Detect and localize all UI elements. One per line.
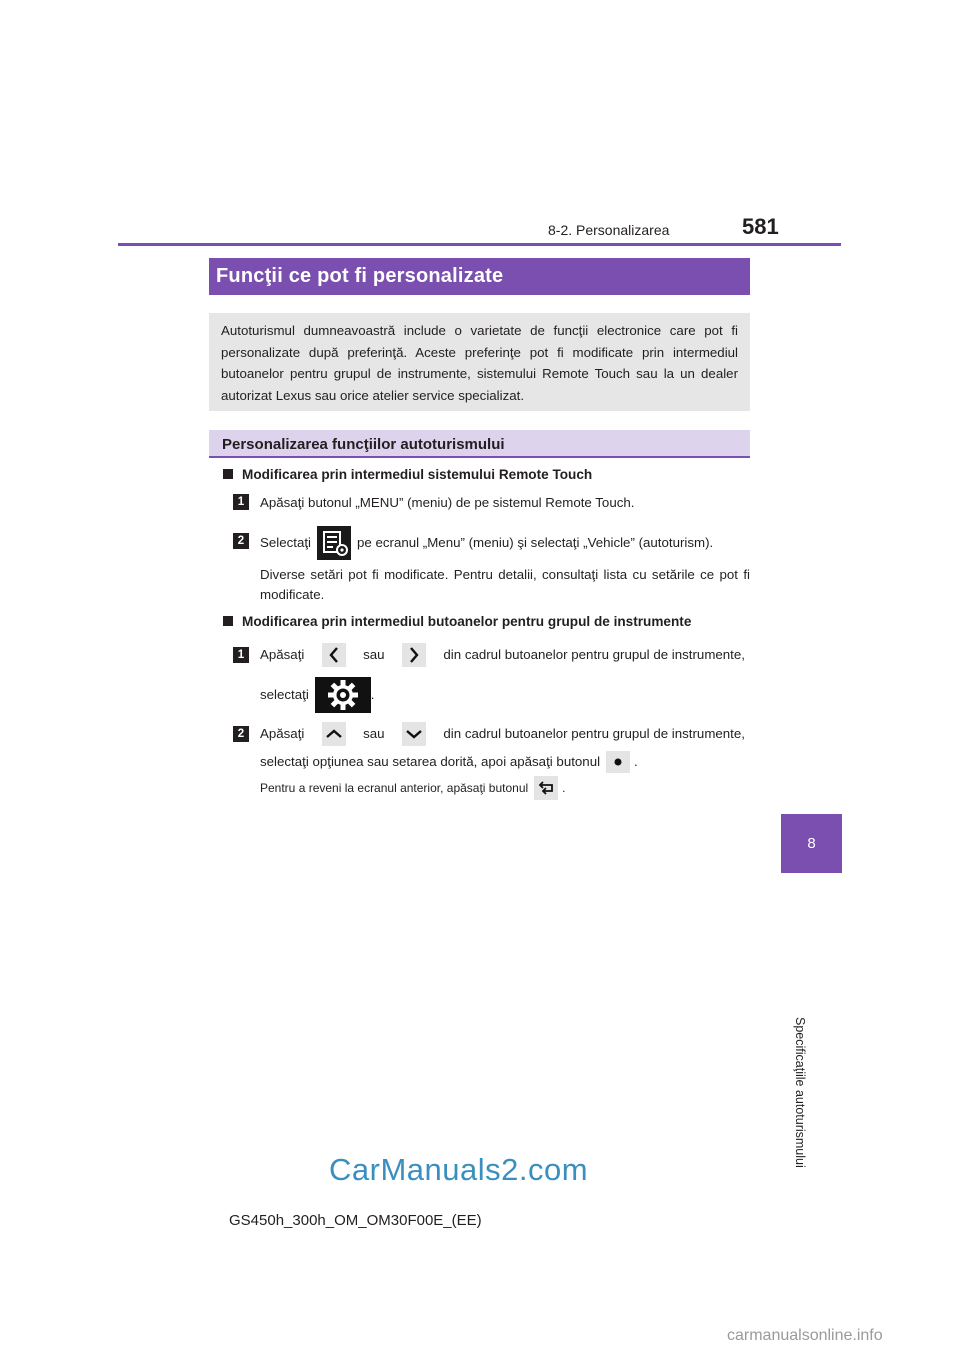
document-code: GS450h_300h_OM_OM30F00E_(EE): [229, 1212, 482, 1229]
step-number-badge: 1: [233, 494, 249, 510]
section1-step1-text: Apăsaţi butonul „MENU” (meniu) de pe sistemul Remote Touch.: [260, 495, 635, 510]
bullet-square-icon: [223, 469, 233, 479]
chevron-up-icon: [322, 722, 346, 746]
section1-heading: Modificarea prin intermediul sistemului Remote Touch: [223, 467, 592, 482]
page-number: 581: [742, 214, 779, 239]
section2-heading: Modificarea prin intermediul butoanelor pentru grupul de instrumente: [223, 614, 691, 629]
subsection-title: Personalizarea funcţiilor autoturismului: [209, 430, 750, 458]
step-number-badge: 2: [233, 726, 249, 742]
watermark-logo: CarManuals2.com: [329, 1152, 589, 1187]
gear-icon: [315, 677, 371, 713]
header-rule: [118, 243, 841, 246]
header-section-title: 8-2. Personalizarea: [548, 222, 670, 238]
return-arrow-icon: [534, 776, 558, 800]
dot-icon: [606, 751, 630, 773]
watermark-corner: carmanualsonline.info: [727, 1327, 883, 1344]
intro-text: Autoturismul dumneavoastră include o varietate de funcţii electronice care pot fi personalizate după preferinţă. Aceste preferinţe pot fi modificate prin intermediul butoanelor pentru grupul de instrumente, sistemului Remote Touch sau la un dealer autorizat Lexus sau orice atelier service specializat.: [221, 323, 738, 403]
section1-step2-line: Selectaţi pe ecranul „Menu” (meniu) şi selectaţi „Vehicle” (autoturism).: [260, 524, 750, 562]
section1-note: Diverse setări pot fi modificate. Pentru detalii, consultaţi lista cu setările ce pot fi modificate.: [260, 567, 750, 602]
bullet-square-icon: [223, 616, 233, 626]
step-number-badge: 2: [233, 533, 249, 549]
chapter-number: 8: [807, 835, 816, 852]
chapter-label: Specificaţiile autoturismului: [793, 1017, 807, 1168]
section2-step1-line1: Apăsaţi sau din cadrul butoanelor pentru grupul de instrumente,: [260, 643, 745, 667]
page-title: Funcţii ce pot fi personalizate: [209, 258, 750, 295]
chevron-down-icon: [402, 722, 426, 746]
section2-step2-line2: selectaţi opţiunea sau setarea dorită, apoi apăsaţi butonul .: [260, 750, 638, 774]
section2-note: Pentru a reveni la ecranul anterior, apăsaţi butonul .: [260, 776, 566, 800]
section2-step2-line1: Apăsaţi sau din cadrul butoanelor pentru grupul de instrumente,: [260, 722, 745, 746]
section2-step1-line2: selectaţi .: [260, 676, 374, 714]
step-number-badge: 1: [233, 647, 249, 663]
chevron-left-icon: [322, 643, 346, 667]
chevron-right-icon: [402, 643, 426, 667]
settings-menu-icon: [317, 526, 351, 560]
intro-box: [209, 313, 750, 411]
chapter-tab: [781, 814, 842, 873]
